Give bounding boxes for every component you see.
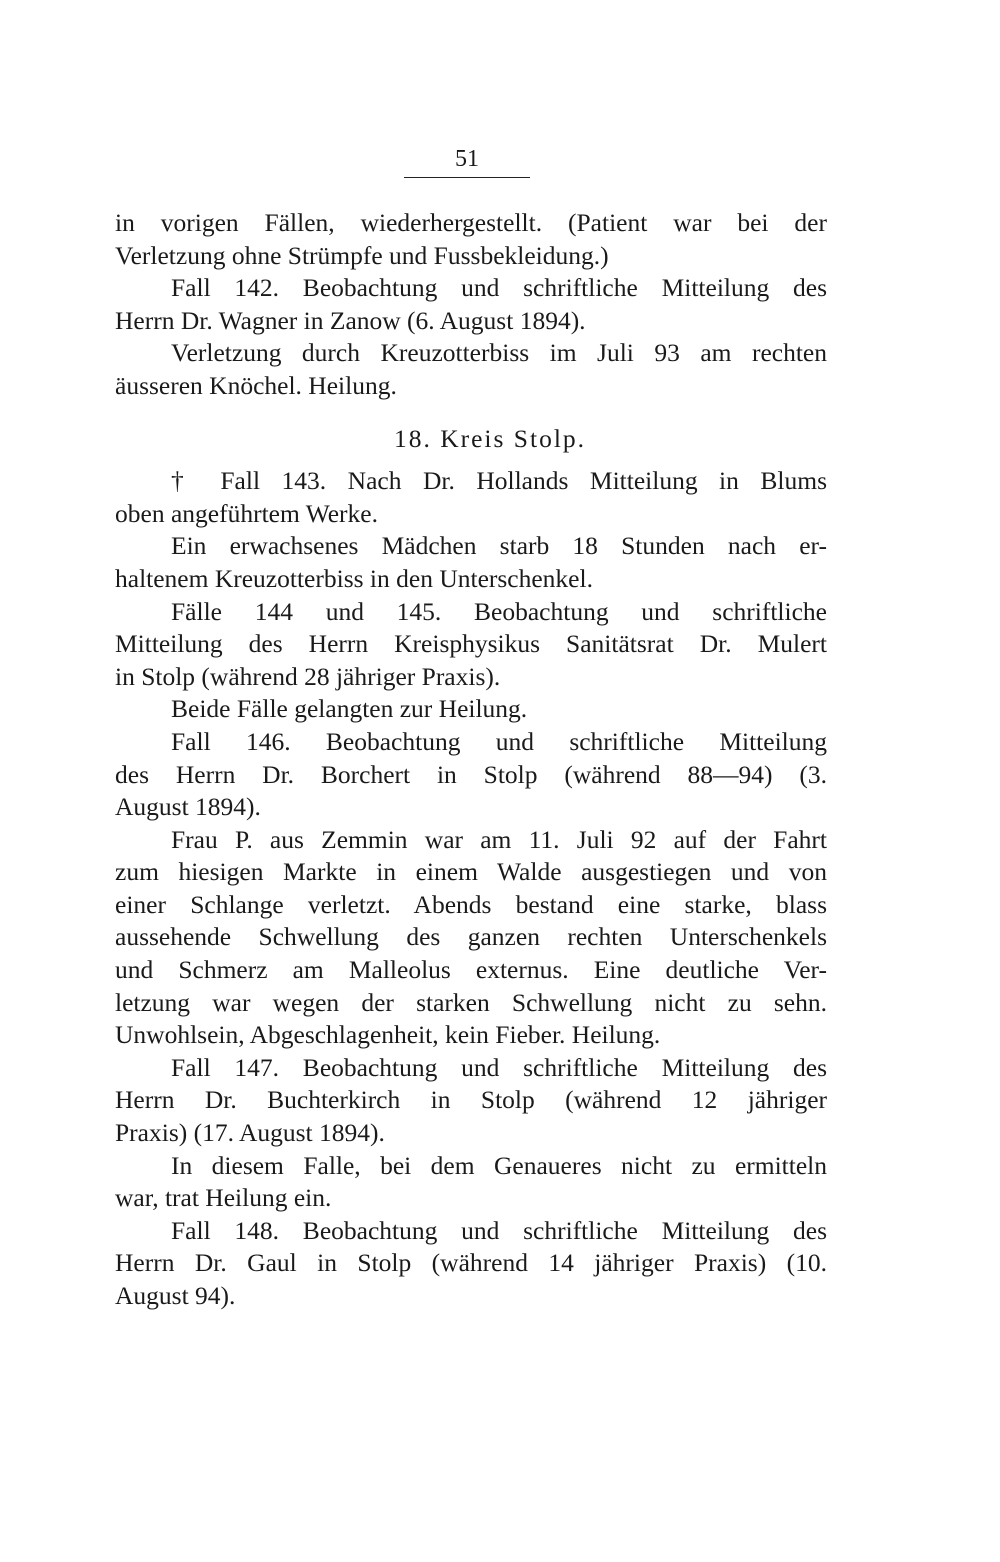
text-line: August 94). [115, 1281, 236, 1310]
text-line: Verletzung durch Kreuzotterbiss im Juli 93 am rechten [171, 338, 827, 368]
page-number: 51 [455, 146, 479, 172]
text-line: und Schmerz am Malleolus externus. Eine deutliche Ver- [115, 955, 827, 985]
text-line: des Herrn Dr. Borchert in Stolp (während 88—94) (3. [115, 759, 827, 789]
text-line: Mitteilung des Herrn Kreisphysikus Sanitätsrat Dr. Mulert [115, 629, 827, 659]
text-line: Fall 147. Beobachtung und schriftliche Mitteilung des [171, 1052, 827, 1082]
text-line: Unwohlsein, Abgeschlagenheit, kein Fieber. Heilung. [115, 1020, 661, 1050]
text-line: äusseren Knöchel. Heilung. [115, 370, 397, 400]
section-heading: 18. Kreis Stolp. [393, 423, 587, 453]
text-line: oben angeführtem Werke. [115, 498, 378, 528]
text-line: in Stolp (während 28 jähriger Praxis). [115, 661, 501, 691]
text-line: zum hiesigen Markte in einem Walde ausgestiegen und von [115, 857, 827, 887]
text-line: einer Schlange verletzt. Abends bestand eine starke, blass [115, 889, 827, 919]
text-line: Fall 142. Beobachtung und schriftliche Mitteilung des [171, 273, 827, 303]
text-line: Beide Fälle gelangten zur Heilung. [171, 694, 528, 724]
text-line: Verletzung ohne Strümpfe und Fussbekleidung.) [115, 240, 609, 270]
text-line: † Fall 143. Nach Dr. Hollands Mitteilung in Blums [171, 466, 827, 496]
text-line: haltenem Kreuzotterbiss in den Unterschenkel. [115, 563, 593, 593]
page-number-rule [404, 177, 530, 178]
text-line: Praxis) (17. August 1894). [115, 1118, 385, 1148]
text-line: aussehende Schwellung des ganzen rechten Unterschenkels [115, 922, 827, 952]
text-line: Fälle 144 und 145. Beobachtung und schriftliche [171, 596, 827, 626]
text-line: Herrn Dr. Gaul in Stolp (während 14 jähriger Praxis) (10. [115, 1248, 827, 1278]
paragraph-block-fall-142 [115, 207, 827, 403]
text-line: Fall 148. Beobachtung und schriftliche Mitteilung des [171, 1215, 827, 1245]
text-line: Herrn Dr. Wagner in Zanow (6. August 1894). [115, 305, 586, 335]
paragraph-block-kreis-stolp [115, 465, 827, 1312]
text-line: war, trat Heilung ein. [115, 1183, 332, 1213]
text-line: Herrn Dr. Buchterkirch in Stolp (während 12 jähriger [115, 1085, 827, 1115]
text-line: In diesem Falle, bei dem Genaueres nicht zu ermitteln [171, 1150, 827, 1180]
body-text [115, 207, 827, 1313]
text-line: August 1894). [115, 792, 261, 822]
text-line: in vorigen Fällen, wiederhergestellt. (Patient war bei der [115, 208, 827, 237]
text-line: Frau P. aus Zemmin war am 11. Juli 92 auf der Fahrt [171, 824, 827, 854]
text-line: Ein erwachsenes Mädchen starb 18 Stunden nach er- [171, 531, 827, 561]
text-line: Fall 146. Beobachtung und schriftliche Mitteilung [171, 726, 827, 756]
text-line: letzung war wegen der starken Schwellung nicht zu sehn. [115, 987, 827, 1017]
